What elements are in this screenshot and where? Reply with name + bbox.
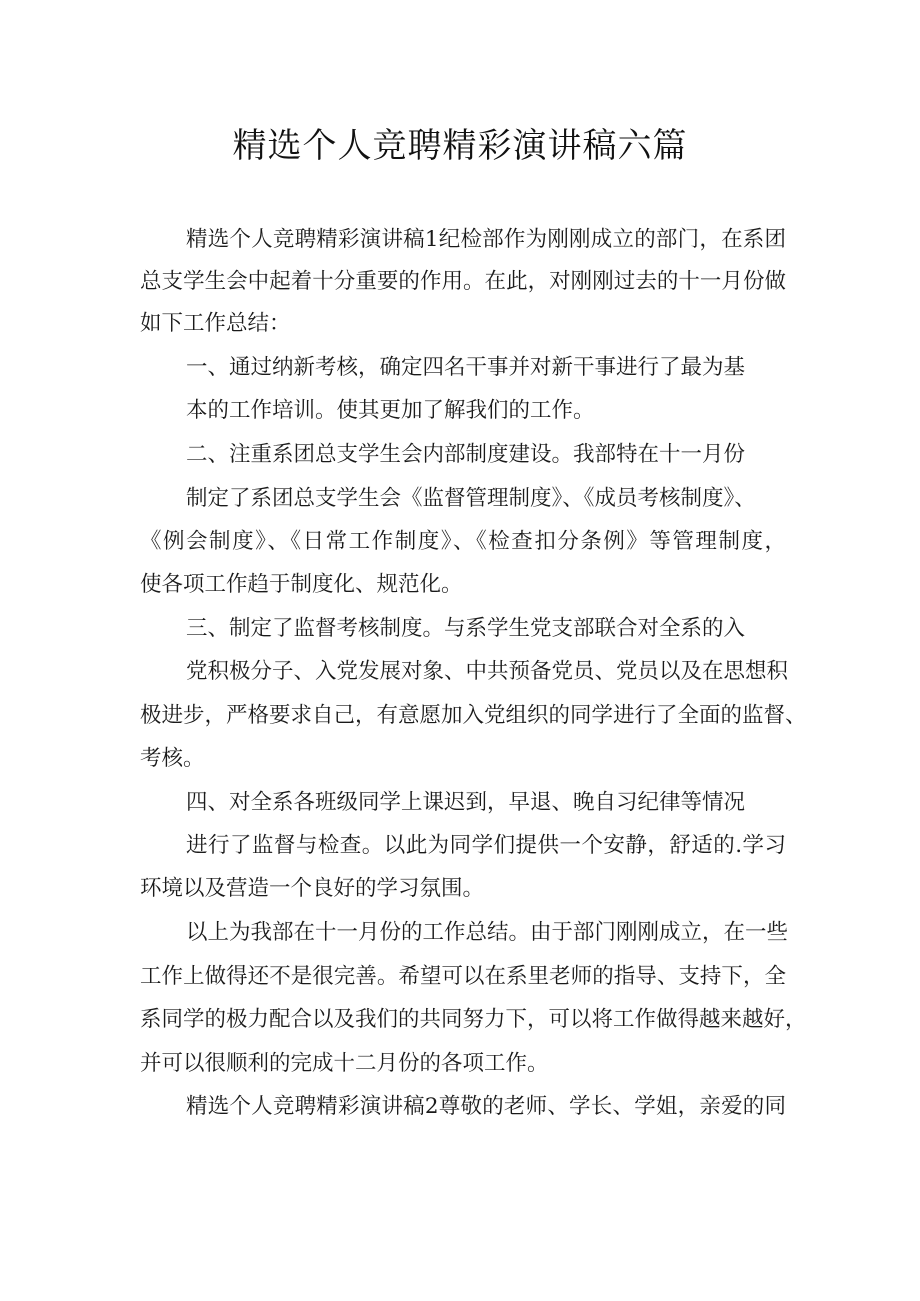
text-line: 考核。 — [140, 746, 205, 771]
text-line: 精选个人竞聘精彩演讲稿1纪检部作为刚刚成立的部门，在系团 — [186, 227, 786, 252]
text-line: 二、注重系团总支学生会内部制度建设。我部特在十一月份 — [186, 442, 746, 467]
text-line: 系同学的极力配合以及我们的共同努力下，可以将工作做得越来越好， — [140, 1007, 807, 1032]
text-line: 精选个人竞聘精彩演讲稿2尊敬的老师、学长、学姐，亲爱的同 — [186, 1094, 786, 1119]
text-line: 如下工作总结： — [140, 311, 291, 336]
text-line: 《例会制度》、《日常工作制度》、《检查扣分条例》等管理制度， — [140, 529, 786, 554]
text-line: 一、通过纳新考核，确定四名干事并对新干事进行了最为基 — [186, 355, 746, 380]
document-title: 精选个人竞聘精彩演讲稿六篇 — [232, 126, 688, 166]
text-line: 进行了监督与检查。以此为同学们提供一个安静，舒适的.学习 — [186, 833, 786, 858]
text-line: 使各项工作趋于制度化、规范化。 — [140, 572, 463, 597]
text-line: 制定了系团总支学生会《监督管理制度》、《成员考核制度》、 — [186, 486, 756, 511]
text-line: 以上为我部在十一月份的工作总结。由于部门刚刚成立，在一些 — [186, 920, 789, 945]
text-line: 三、制定了监督考核制度。与系学生党支部联合对全系的入 — [186, 616, 746, 641]
text-line: 四、对全系各班级同学上课迟到，早退、晚自习纪律等情况 — [186, 790, 746, 815]
text-line: 并可以很顺利的完成十二月份的各项工作。 — [140, 1051, 549, 1076]
text-line: 党积极分子、入党发展对象、中共预备党员、党员以及在思想积 — [186, 659, 789, 684]
text-line: 总支学生会中起着十分重要的作用。在此，对刚刚过去的十一月份做 — [140, 269, 786, 294]
text-line: 工作上做得还不是很完善。希望可以在系里老师的指导、支持下，全 — [140, 964, 786, 989]
text-line: 环境以及营造一个良好的学习氛围。 — [140, 876, 485, 901]
text-line: 极进步，严格要求自己，有意愿加入党组织的同学进行了全面的监督、 — [140, 703, 807, 728]
text-line: 本的工作培训。使其更加了解我们的工作。 — [186, 398, 595, 423]
